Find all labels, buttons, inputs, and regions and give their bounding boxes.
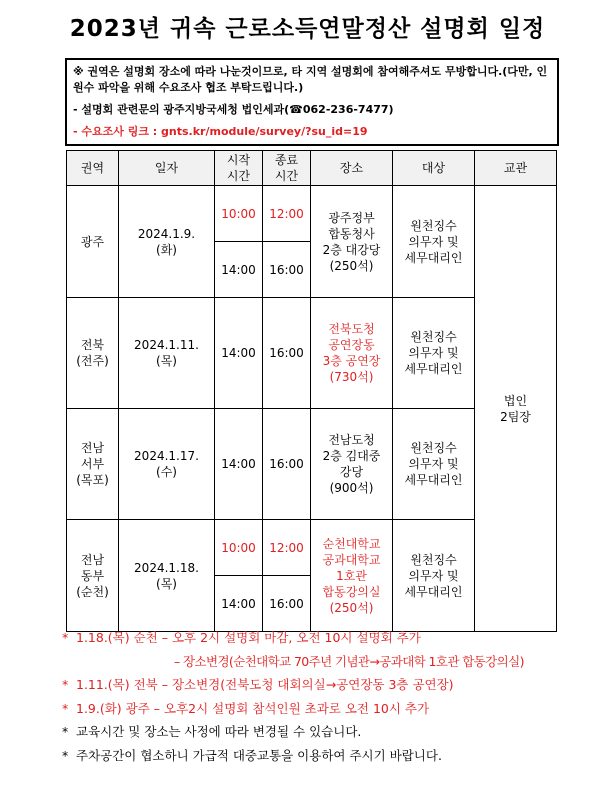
place-cell: 광주정부 합동청사 2층 대강당 (250석) <box>311 186 393 298</box>
end-time-cell: 16:00 <box>263 298 311 409</box>
survey-link-label: - 수요조사 링크 : <box>73 125 162 138</box>
footnote-text: 주차공간이 협소하니 가급적 대중교통을 이용하여 주시기 바랍니다. <box>76 747 442 763</box>
footnote-item <box>62 744 602 768</box>
date-cell: 2024.1.17. (수) <box>119 409 215 520</box>
schedule-body <box>67 186 557 632</box>
footnote-text: – 장소변경(순천대학교 70주년 기념관→공과대학 1호관 합동강의실) <box>174 653 524 669</box>
start-time-cell: 10:00 <box>215 186 263 242</box>
start-time-cell: 14:00 <box>215 576 263 632</box>
notice-line-3 <box>73 124 551 140</box>
end-time-cell: 16:00 <box>263 409 311 520</box>
footnote-text: 교육시간 및 장소는 사정에 따라 변경될 수 있습니다. <box>76 724 362 739</box>
region-cell: 전남 서부 (목포) <box>67 409 119 520</box>
schedule-table <box>66 150 557 632</box>
footnote-text: 1.18.(목) 순천 – 오후 2시 설명회 마감, 오전 10시 설명회 추가 <box>76 630 421 645</box>
end-time-cell: 12:00 <box>263 520 311 576</box>
column-header: 대상 <box>393 151 475 186</box>
footnote-item <box>62 673 602 697</box>
start-time-cell: 14:00 <box>215 242 263 298</box>
survey-link[interactable]: gnts.kr/module/survey/?su_id=19 <box>161 125 368 138</box>
date-cell: 2024.1.9. (화) <box>119 186 215 298</box>
target-cell: 원천징수 의무자 및 세무대리인 <box>393 409 475 520</box>
start-time-cell: 10:00 <box>215 520 263 576</box>
footnote-item <box>62 720 602 744</box>
table-row <box>67 186 557 242</box>
end-time-cell: 16:00 <box>263 242 311 298</box>
place-cell: 순천대학교 공과대학교 1호관 합동강의실 (250석) <box>311 520 393 632</box>
asterisk-icon: * <box>62 700 69 716</box>
date-cell: 2024.1.11. (목) <box>119 298 215 409</box>
footnotes <box>62 626 602 767</box>
region-cell: 광주 <box>67 186 119 298</box>
column-header: 일자 <box>119 151 215 186</box>
footnote-item <box>62 650 602 674</box>
page-title: 2023년 귀속 근로소득연말정산 설명회 일정 <box>69 16 546 42</box>
column-header: 종료 시간 <box>263 151 311 186</box>
place-cell: 전남도청 2층 김대중 강당 (900석) <box>311 409 393 520</box>
start-time-cell: 14:00 <box>215 298 263 409</box>
end-time-cell: 16:00 <box>263 576 311 632</box>
place-cell: 전북도청 공연장동 3층 공연장 (730석) <box>311 298 393 409</box>
asterisk-icon: * <box>62 677 69 692</box>
footnote-text: 1.11.(목) 전북 – 장소변경(전북도청 대회의실→공연장동 3층 공연장) <box>76 677 454 692</box>
footnote-text: 1.9.(화) 광주 – 오후2시 설명회 참석인원 초과로 오전 10시 추가 <box>76 700 430 716</box>
end-time-cell: 12:00 <box>263 186 311 242</box>
notice-box <box>65 58 559 146</box>
region-cell: 전북 (전주) <box>67 298 119 409</box>
target-cell: 원천징수 의무자 및 세무대리인 <box>393 298 475 409</box>
column-header: 장소 <box>311 151 393 186</box>
asterisk-icon: * <box>62 747 69 763</box>
asterisk-icon: * <box>62 724 69 739</box>
column-header: 시작 시간 <box>215 151 263 186</box>
notice-line-1: ※ 권역은 설명회 장소에 따라 나눈것이므로, 타 지역 설명회에 참여해주셔도 무방합니다.(다만, 인원수 파악을 위해 수요조사 협조 부탁드립니다.) <box>73 65 548 94</box>
region-cell: 전남 동부 (순천) <box>67 520 119 632</box>
target-cell: 원천징수 의무자 및 세무대리인 <box>393 520 475 632</box>
instructor-cell: 법인 2팀장 <box>475 186 557 632</box>
footnote-item <box>62 697 602 721</box>
date-cell: 2024.1.18. (목) <box>119 520 215 632</box>
schedule-header <box>67 151 557 186</box>
target-cell: 원천징수 의무자 및 세무대리인 <box>393 186 475 298</box>
start-time-cell: 14:00 <box>215 409 263 520</box>
column-header: 권역 <box>67 151 119 186</box>
asterisk-icon: * <box>62 630 69 645</box>
footnote-item <box>62 626 602 650</box>
column-header: 교관 <box>475 151 557 186</box>
notice-line-2: - 설명회 관련문의 광주지방국세청 법인세과(☎062-236-7477) <box>73 103 394 116</box>
